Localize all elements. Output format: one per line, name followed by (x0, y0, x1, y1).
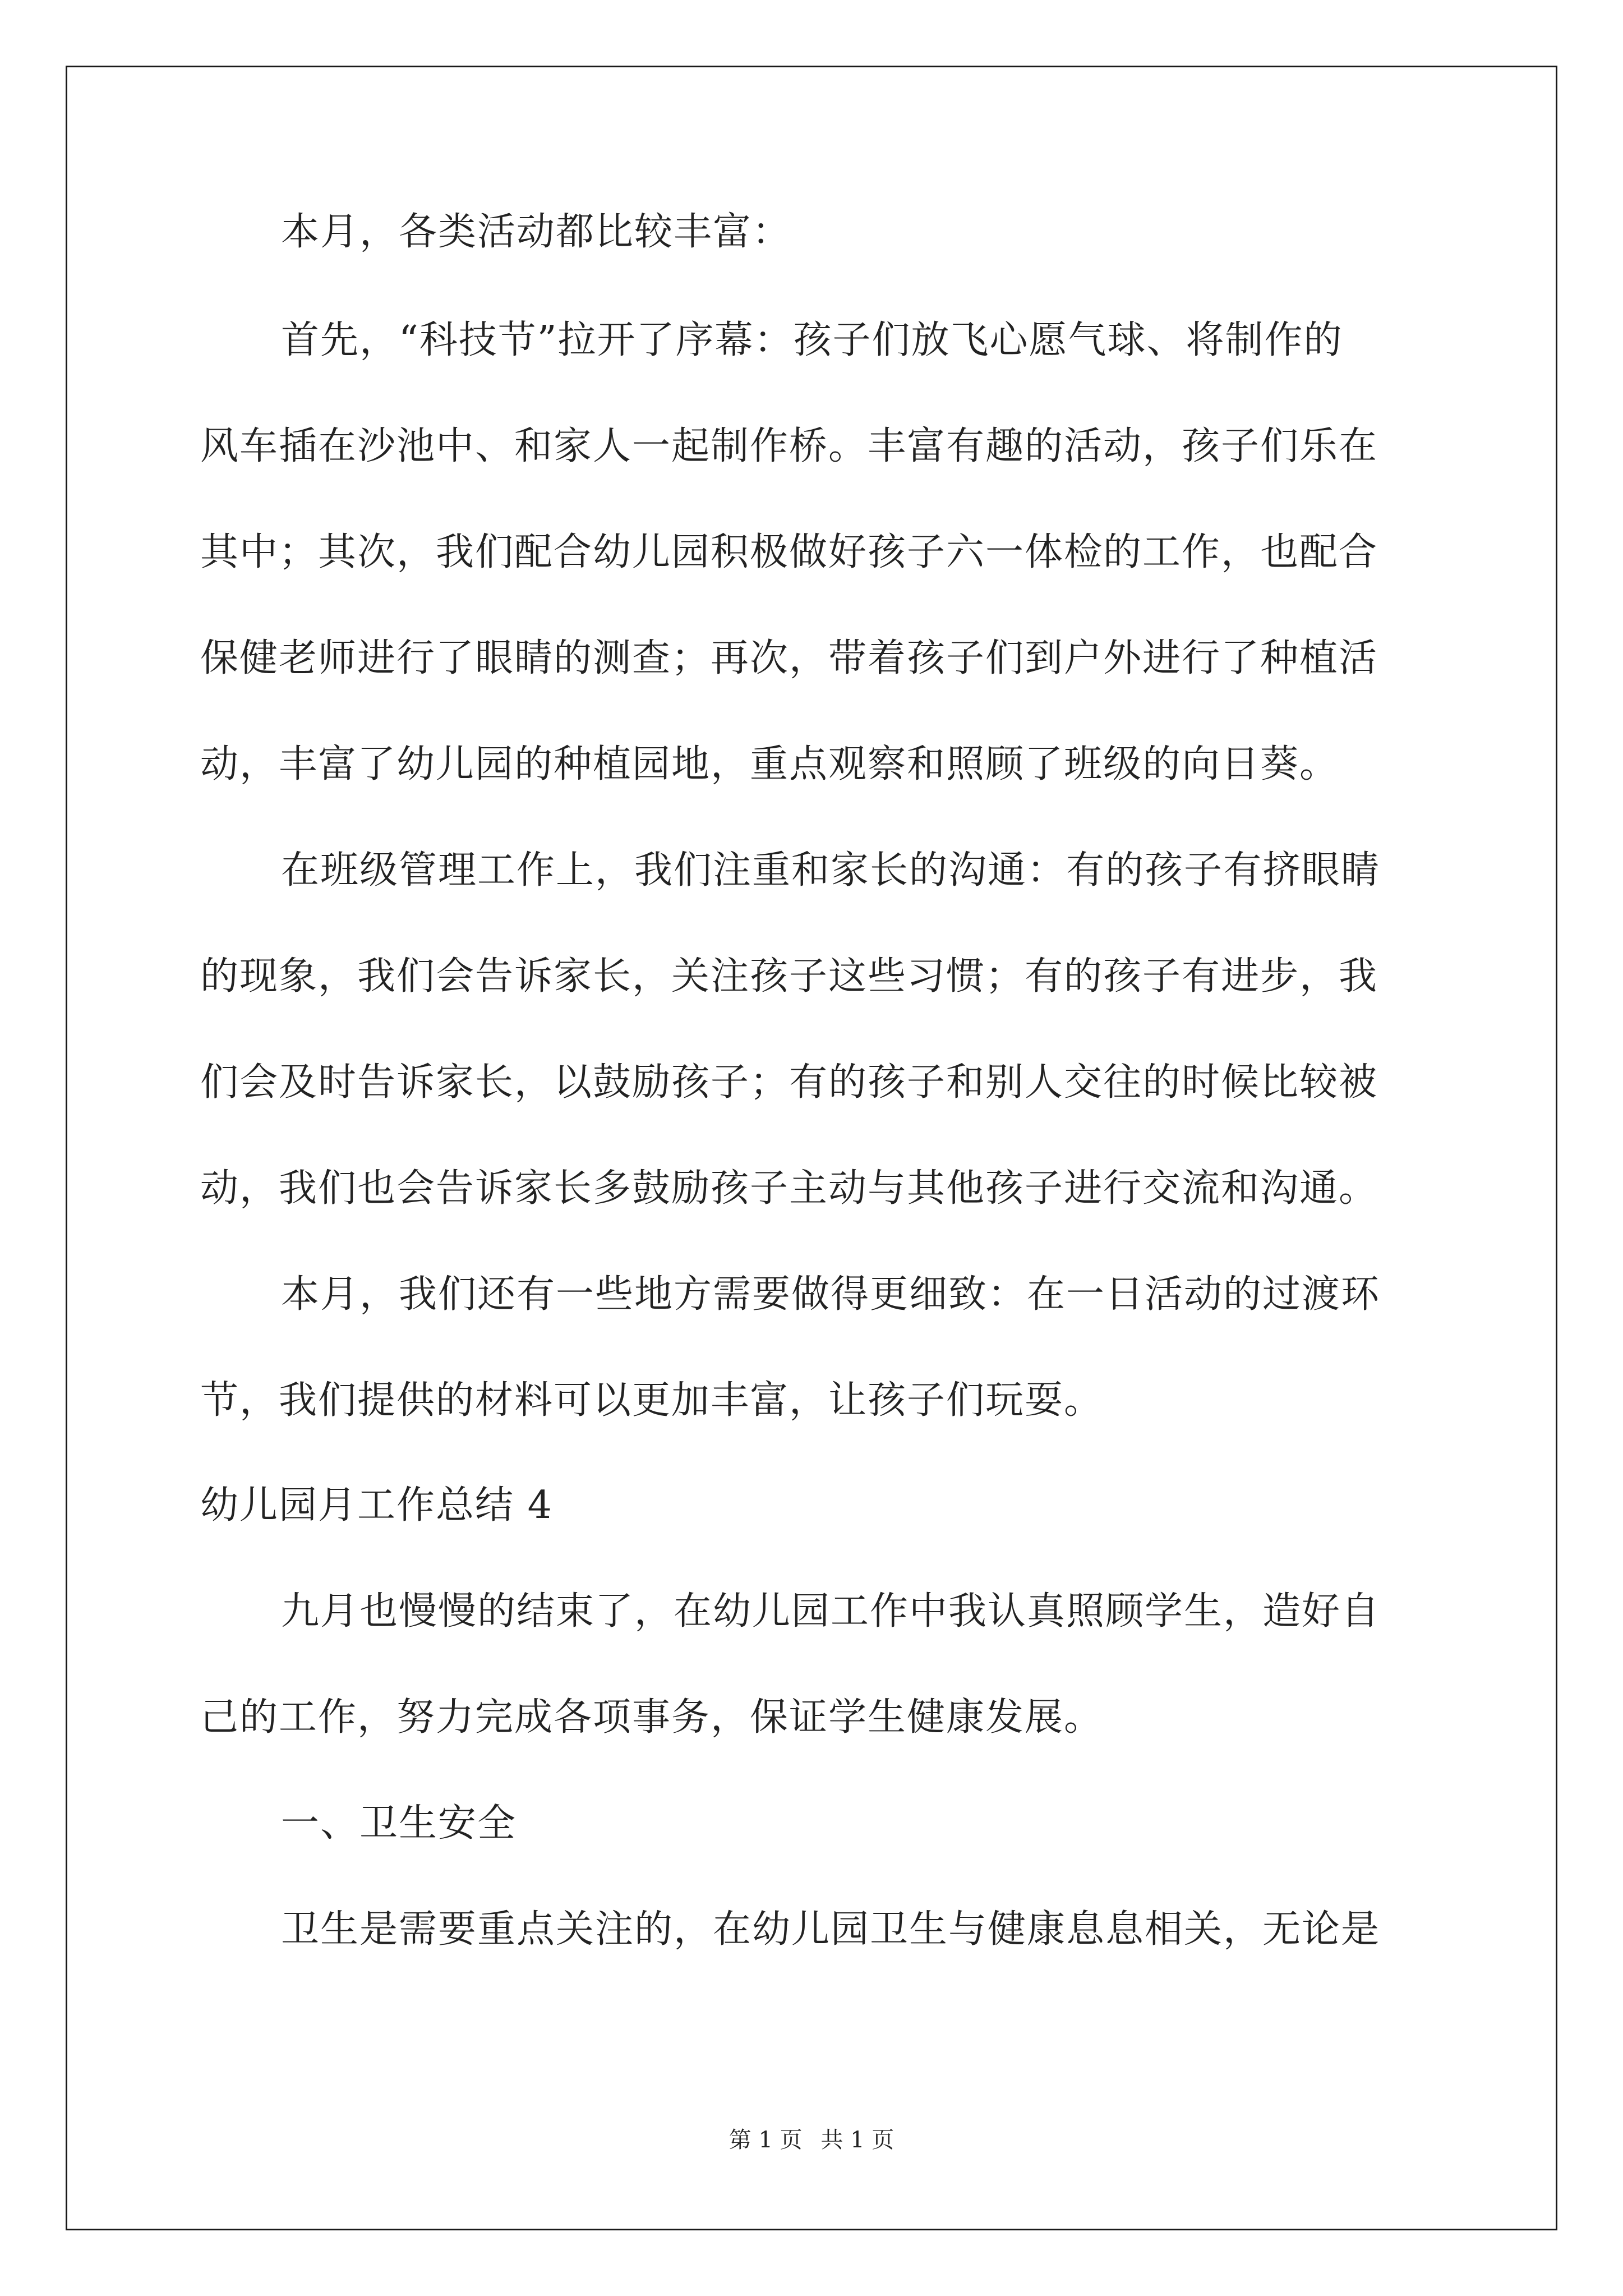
paragraph-line: 的现象，我们会告诉家长，关注孩子这些习惯；有的孩子有进步，我 (200, 954, 1378, 999)
paragraph-line: 们会及时告诉家长，以鼓励孩子；有的孩子和别人交往的时候比较被 (200, 1060, 1378, 1105)
page-border (66, 66, 1557, 2230)
paragraph-line: 风车插在沙池中、和家人一起制作桥。丰富有趣的活动，孩子们乐在 (200, 424, 1378, 468)
paragraph-line: 首先，“科技节”拉开了序幕：孩子们放飞心愿气球、将制作的 (281, 318, 1343, 362)
paragraph-line: 九月也慢慢的结束了，在幼儿园工作中我认真照顾学生，造好自 (281, 1589, 1381, 1634)
section-heading: 幼儿园月工作总结 4 (200, 1483, 553, 1527)
page-footer (0, 2129, 1623, 2151)
paragraph-line: 本月，我们还有一些地方需要做得更细致：在一日活动的过渡环 (281, 1272, 1381, 1317)
paragraph-line: 卫生是需要重点关注的，在幼儿园卫生与健康息息相关，无论是 (281, 1907, 1381, 1952)
paragraph-line: 己的工作，努力完成各项事务，保证学生健康发展。 (200, 1695, 1104, 1740)
paragraph-line: 节，我们提供的材料可以更加丰富，让孩子们玩耍。 (200, 1378, 1104, 1423)
paragraph-line: 保健老师进行了眼睛的测查；再次，带着孩子们到户外进行了种植活 (200, 636, 1378, 680)
page-total: 共 1 页 (820, 2127, 895, 2153)
paragraph-line: 在班级管理工作上，我们注重和家长的沟通：有的孩子有挤眼睛 (281, 848, 1381, 892)
paragraph-line: 其中；其次，我们配合幼儿园积极做好孩子六一体检的工作，也配合 (200, 530, 1378, 574)
paragraph-line: 动，丰富了幼儿园的种植园地，重点观察和照顾了班级的向日葵。 (200, 742, 1339, 786)
paragraph-line: 动，我们也会告诉家长多鼓励孩子主动与其他孩子进行交流和沟通。 (200, 1166, 1378, 1211)
page-number: 第 1 页 (728, 2127, 803, 2153)
paragraph-line: 本月，各类活动都比较丰富： (281, 210, 792, 254)
subsection-heading: 一、卫生安全 (281, 1801, 517, 1846)
